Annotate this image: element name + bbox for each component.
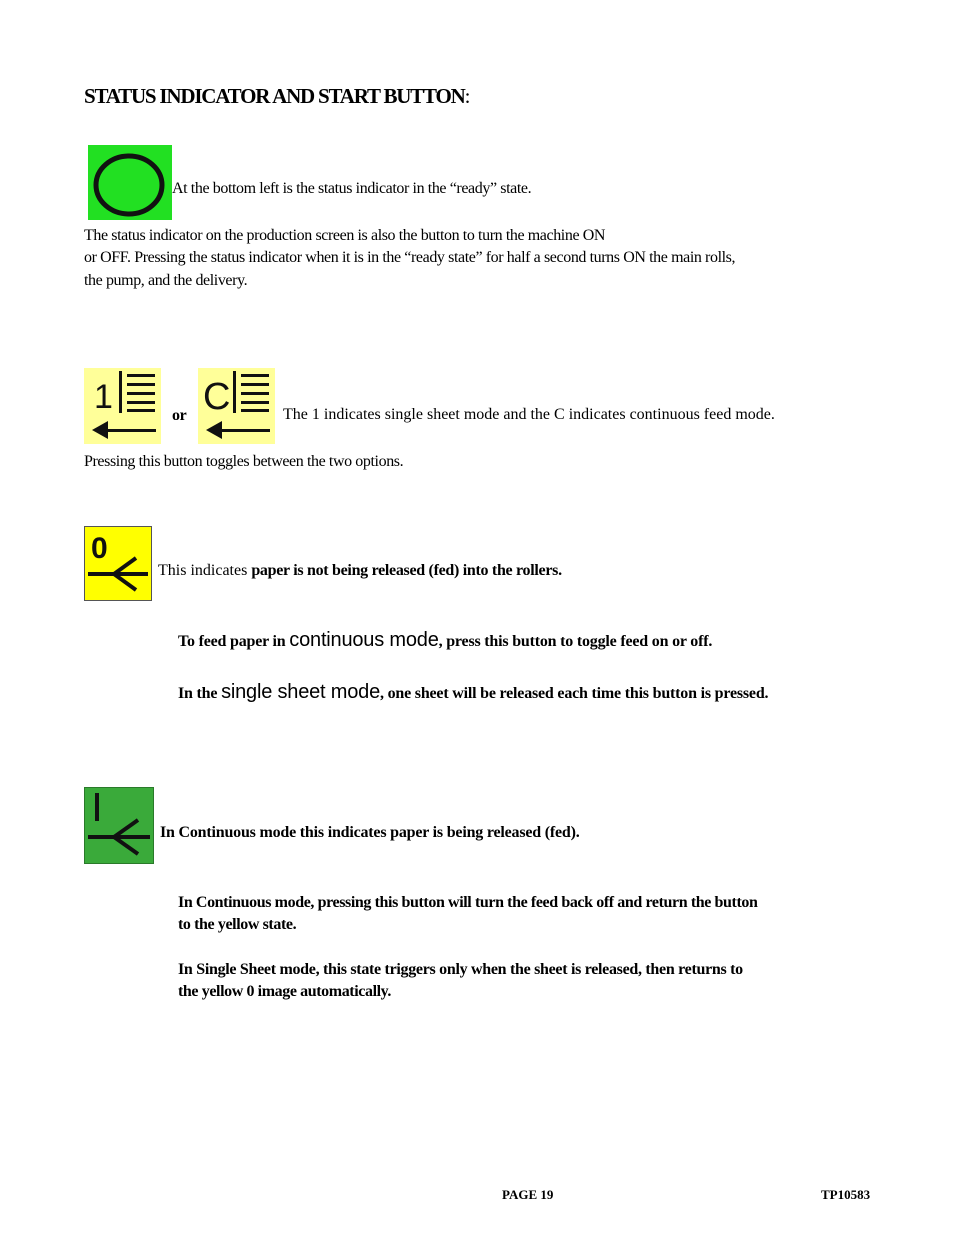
circle-ready-icon[interactable] bbox=[88, 145, 172, 220]
feed-on-glyph bbox=[95, 793, 99, 821]
single-sheet-mode-icon[interactable] bbox=[84, 368, 161, 444]
continuous-glyph: C bbox=[203, 376, 231, 418]
single-sheet-instruction: In the single sheet mode, one sheet will be released each time this button is pressed. bbox=[178, 681, 769, 703]
mode-caption: The 1 indicates single sheet mode and the C indicates continuous feed mode. bbox=[283, 406, 775, 423]
status-paragraph-line-1: The status indicator on the production screen is also the button to turn the machine ON bbox=[84, 227, 606, 244]
status-paragraph-line-2: or OFF. Pressing the status indicator when it is in the “ready state” for half a second turns ON the main rolls, bbox=[84, 249, 736, 266]
or-label: or bbox=[172, 407, 187, 424]
feed-on-para2-line1: In Single Sheet mode, this state triggers only when the sheet is released, then returns to bbox=[178, 961, 743, 978]
feed-on-caption: In Continuous mode this indicates paper is being released (fed). bbox=[160, 824, 580, 841]
continuous-feed-mode-icon[interactable] bbox=[198, 368, 275, 444]
feed-off-caption: This indicates paper is not being released (fed) into the rollers. bbox=[158, 562, 562, 579]
document-id: TP10583 bbox=[821, 1187, 871, 1202]
continuous-feed-instruction: To feed paper in continuous mode, press this button to toggle feed on or off. bbox=[178, 629, 713, 651]
feed-on-para1-line1: In Continuous mode, pressing this button will turn the feed back off and return the button bbox=[178, 894, 758, 911]
feed-off-icon[interactable] bbox=[84, 526, 152, 601]
feed-on-para2-line2: the yellow 0 image automatically. bbox=[178, 983, 391, 1000]
status-caption: At the bottom left is the status indicator in the “ready” state. bbox=[172, 180, 532, 197]
status-paragraph-line-3: the pump, and the delivery. bbox=[84, 272, 248, 289]
page-heading: STATUS INDICATOR AND START BUTTON: bbox=[84, 84, 470, 108]
feed-on-para1-line2: to the yellow state. bbox=[178, 916, 297, 933]
feed-off-glyph: 0 bbox=[91, 532, 108, 565]
mode-toggle-text: Pressing this button toggles between the two options. bbox=[84, 453, 404, 470]
page-number: PAGE 19 bbox=[502, 1187, 554, 1202]
single-sheet-glyph: 1 bbox=[94, 378, 113, 416]
feed-on-icon[interactable] bbox=[84, 787, 154, 864]
